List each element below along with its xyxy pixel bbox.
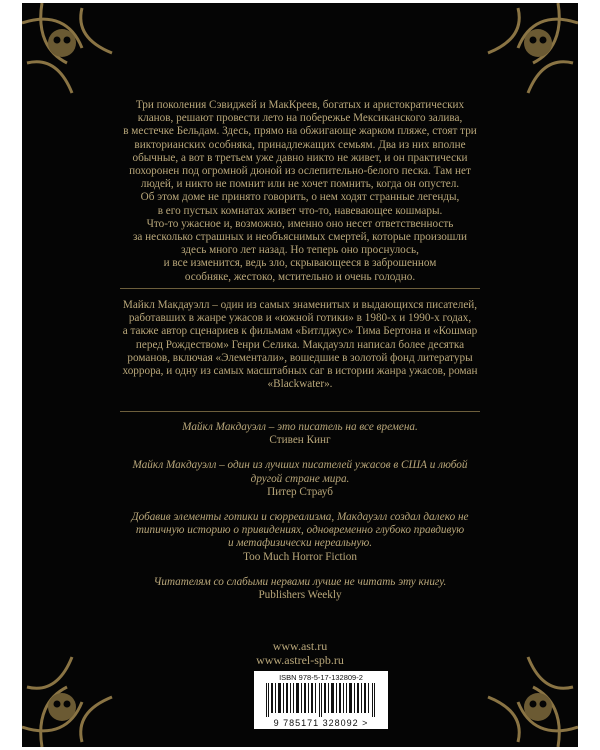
skull-claw-ornament-icon — [468, 3, 578, 113]
author-bio — [120, 299, 480, 391]
summary-line: обычные, а вот в третьем уже давно никто не живет, и он практически — [132, 151, 468, 164]
review-quote — [120, 459, 480, 499]
quote-text: и метафизически нереальную. — [227, 537, 373, 550]
summary-line: в местечке Бельдам. Здесь, прямо на обжигающе жарком пляже, стоят три — [123, 125, 477, 138]
isbn-barcode — [254, 671, 388, 729]
summary-line: особняке, жестоко, мстительно и очень голодно. — [184, 270, 416, 283]
publisher-urls — [202, 639, 398, 667]
bio-line: перед Рождеством» Генри Селика. Макдауэлл написал более десятка — [135, 338, 465, 351]
review-quote — [120, 576, 480, 602]
review-quote — [120, 511, 480, 564]
quote-author: Too Much Horror Fiction — [243, 550, 357, 563]
summary-line: похоронен под огромной дюной из ослепительно-белого песка. Там нет — [129, 165, 471, 178]
skull-claw-ornament-icon — [22, 637, 132, 747]
summary-line: за несколько страшных и необъяснимых смертей, которые произошли — [132, 231, 467, 244]
book-back-cover — [22, 3, 578, 747]
barcode-icon — [264, 683, 378, 717]
summary-line: людей, и никто не помнит или не хочет помнить, когда он опустел. — [140, 178, 460, 191]
section-divider — [120, 411, 480, 412]
bio-line: Майкл Макдауэлл – один из самых знаменитых и выдающихся писателей, — [122, 299, 478, 311]
summary-line: здесь много лет назад. Но теперь оно проснулось, — [181, 244, 419, 257]
quote-text: Добавив элементы готики и сюрреализма, Макдауэлл создал далеко не — [131, 511, 469, 524]
bio-line: а также автор сценариев к фильмам «Битлджус» Тима Бертона и «Кошмар — [122, 325, 478, 338]
quote-text: типичную историю о привидениях, одновременно глубоко правдивую — [135, 524, 465, 537]
quote-text: Майкл Макдауэлл – один из лучших писателей ужасов в США и любой — [132, 459, 468, 472]
book-summary — [120, 99, 480, 284]
skull-claw-ornament-icon — [22, 3, 132, 113]
bio-line: хоррора, и одну из самых масштабных саг в истории жанра ужасов, роман — [122, 365, 478, 378]
publisher-url: www.ast.ru — [272, 639, 328, 653]
summary-line: Три поколения Сэвиджей и МакКреев, богатых и аристократических — [135, 99, 465, 111]
ean-number: 9 785171 328092 > — [273, 718, 369, 728]
review-quote — [120, 421, 480, 447]
publisher-url: www.astrel-spb.ru — [256, 653, 344, 667]
summary-line: и все изменится, ведь зло, скрывающееся в заброшенном — [163, 257, 437, 270]
bio-line: «Blackwater». — [267, 378, 333, 391]
quote-author: Стивен Кинг — [269, 434, 331, 447]
quote-text: Майкл Макдауэлл – это писатель на все времена. — [182, 421, 418, 433]
summary-line: в его пустых комнатах живет что-то, навевающее кошмары. — [157, 204, 443, 217]
quote-author: Питер Страуб — [267, 485, 333, 498]
quote-text: Читателям со слабыми нервами лучше не читать эту книгу. — [153, 575, 447, 588]
bio-line: романов, включая «Элементали», вошедшие в золотой фонд литературы — [127, 351, 473, 364]
quote-author: Publishers Weekly — [258, 589, 342, 602]
section-divider — [120, 288, 480, 289]
summary-line: Об этом доме не принято говорить, о нем ходят странные легенды, — [140, 191, 460, 204]
summary-line: Что-то ужасное и, возможно, именно оно несет ответственность — [146, 217, 454, 230]
isbn-text: ISBN 978-5-17-132809-2 — [279, 673, 363, 682]
summary-line: кланов, решают провести лето на побережье Мексиканского залива, — [137, 112, 463, 125]
quote-text: другой стране мира. — [250, 472, 350, 485]
review-quotes — [120, 421, 480, 614]
skull-claw-ornament-icon — [468, 637, 578, 747]
summary-line: викторианских особняка, принадлежащих семьям. Два из них вполне — [134, 138, 466, 151]
bio-line: работавших в жанре ужасов и «южной готики» в 1980-х и 1990-х годах, — [128, 312, 472, 325]
